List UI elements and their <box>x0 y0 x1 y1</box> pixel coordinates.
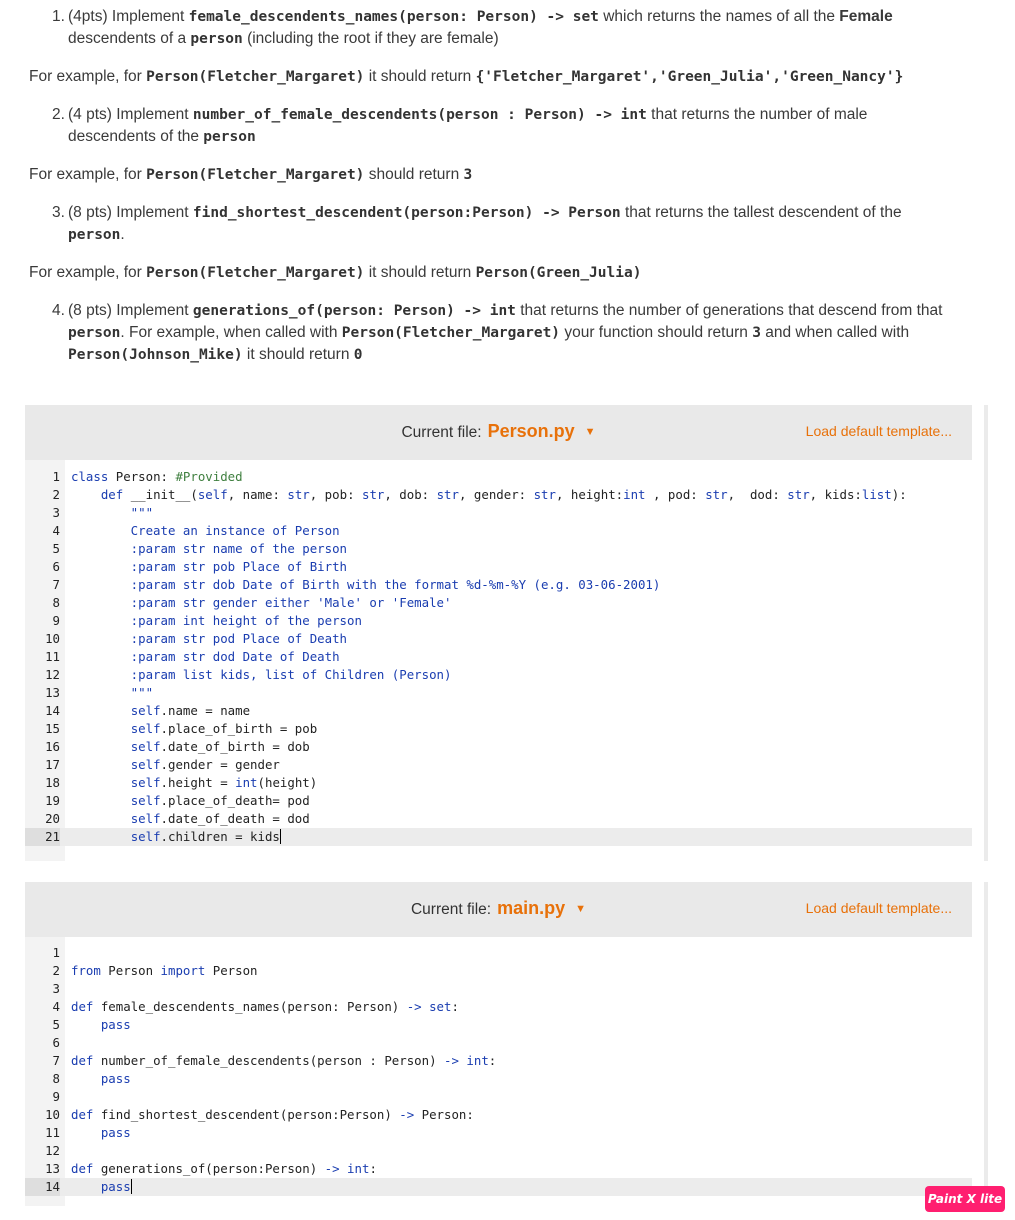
example-text: For example, for <box>29 264 147 281</box>
question-text: (8 pts) Implement <box>68 204 193 221</box>
code-text[interactable]: pass <box>100 1071 131 1086</box>
question-text: your function should return <box>560 324 753 341</box>
code-line[interactable] <box>25 980 972 998</box>
emphasis-text: Female <box>839 8 893 25</box>
line-number: 11 <box>45 1125 60 1140</box>
line-number: 7 <box>52 1053 60 1068</box>
code-text[interactable]: pass <box>100 1125 131 1140</box>
question-text: descendents of the <box>68 128 204 145</box>
line-number: 11 <box>45 649 60 664</box>
line-number: 8 <box>52 595 60 610</box>
code-editor-person[interactable] <box>25 405 972 861</box>
code-text[interactable]: """ <box>71 685 154 700</box>
inline-code: person <box>68 227 121 243</box>
line-number: 21 <box>25 828 60 846</box>
code-text[interactable]: pass <box>100 1179 131 1194</box>
code-text[interactable]: def __init__(self, name: str, pob: str, dob: str, gender: str, height:int , pod: str, dod: str, kids:list): <box>100 487 907 502</box>
question-text: (4pts) Implement <box>68 8 189 25</box>
code-text[interactable]: self.date_of_birth = dob <box>130 739 310 754</box>
inline-code: Person(Fletcher_Margaret) <box>341 325 561 341</box>
line-number: 3 <box>52 981 60 996</box>
question-4 <box>52 300 997 366</box>
function-signature: generations_of(person: Person) -> int <box>192 303 516 319</box>
line-number: 14 <box>45 703 60 718</box>
example-text: it should return <box>364 68 476 85</box>
function-signature: female_descendents_names(person: Person) -> set <box>188 9 599 25</box>
load-default-template-link[interactable]: Load default template... <box>805 900 952 916</box>
inline-code: Person(Fletcher_Margaret) <box>146 167 365 183</box>
code-line[interactable] <box>25 1016 972 1034</box>
line-number: 20 <box>45 811 60 826</box>
code-text[interactable]: from Person import Person <box>71 963 258 978</box>
line-number: 1 <box>52 945 60 960</box>
code-text[interactable]: def number_of_female_descendents(person : Person) -> int: <box>71 1053 497 1068</box>
code-text[interactable]: self.place_of_birth = pob <box>130 721 318 736</box>
line-number: 12 <box>45 667 60 682</box>
line-number: 4 <box>52 999 60 1014</box>
question-text: . <box>120 226 125 243</box>
code-line[interactable] <box>25 1178 972 1196</box>
code-line[interactable] <box>25 962 972 980</box>
current-file-label: Current file: <box>401 424 482 441</box>
example-text: it should return <box>364 264 476 281</box>
function-signature: number_of_female_descendents(person : Person) -> int <box>192 107 647 123</box>
question-3 <box>52 202 997 246</box>
inline-code: Person(Fletcher_Margaret) <box>146 265 365 281</box>
line-number: 5 <box>52 1017 60 1032</box>
question-text: (including the root if they are female) <box>242 30 499 47</box>
line-number: 2 <box>52 487 60 502</box>
code-text[interactable]: def generations_of(person:Person) -> int: <box>71 1161 377 1176</box>
question-text: it should return <box>242 346 354 363</box>
question-number: 2. <box>52 106 65 123</box>
line-number: 10 <box>45 1107 60 1122</box>
code-line[interactable] <box>25 504 972 522</box>
example-2 <box>29 164 989 186</box>
inline-code: person <box>68 325 121 341</box>
code-line[interactable] <box>25 684 972 702</box>
question-text: that returns the tallest descendent of the <box>620 204 902 221</box>
code-editor-main[interactable] <box>25 882 972 1206</box>
code-line[interactable] <box>25 666 972 684</box>
code-lines[interactable] <box>25 468 972 846</box>
inline-code: person <box>190 31 243 47</box>
code-line[interactable] <box>25 594 972 612</box>
question-text: (4 pts) Implement <box>68 106 193 123</box>
code-line[interactable] <box>25 702 972 720</box>
code-text[interactable]: :param str dod Date of Death <box>71 649 340 664</box>
question-text: (8 pts) Implement <box>68 302 193 319</box>
question-text: that returns the number of male <box>646 106 868 123</box>
line-number: 8 <box>52 1071 60 1086</box>
line-number: 13 <box>45 685 60 700</box>
code-text[interactable]: :param int height of the person <box>71 613 362 628</box>
line-number: 10 <box>45 631 60 646</box>
code-line[interactable] <box>25 648 972 666</box>
code-text[interactable]: :param str pod Place of Death <box>71 631 348 646</box>
function-signature: find_shortest_descendent(person:Person) -> Person <box>192 205 621 221</box>
chevron-down-icon[interactable]: ▼ <box>575 903 587 915</box>
code-line[interactable] <box>25 1052 972 1070</box>
line-number: 7 <box>52 577 60 592</box>
question-2 <box>52 104 997 148</box>
question-number: 3. <box>52 204 65 221</box>
code-line[interactable] <box>25 558 972 576</box>
line-number: 9 <box>52 613 60 628</box>
file-name[interactable]: main.py <box>497 898 566 918</box>
code-line[interactable] <box>25 1142 972 1160</box>
question-number: 4. <box>52 302 65 319</box>
inline-code: 3 <box>463 167 473 183</box>
code-text[interactable]: """ <box>71 505 154 520</box>
inline-code: 0 <box>353 347 363 363</box>
code-line[interactable] <box>25 828 972 846</box>
line-number: 6 <box>52 559 60 574</box>
example-1 <box>29 66 989 88</box>
code-text[interactable]: pass <box>100 1017 131 1032</box>
inline-code: 3 <box>752 325 761 341</box>
question-number: 1. <box>52 8 65 25</box>
code-text[interactable]: self.children = kids <box>130 829 280 844</box>
line-number: 15 <box>45 721 60 736</box>
line-number: 14 <box>25 1178 60 1196</box>
code-line[interactable] <box>25 756 972 774</box>
code-line[interactable] <box>25 486 972 504</box>
editor-header <box>25 405 972 460</box>
code-line[interactable] <box>25 1070 972 1088</box>
code-line[interactable] <box>25 540 972 558</box>
code-line[interactable] <box>25 612 972 630</box>
inline-code: Person(Green_Julia) <box>475 265 642 281</box>
question-text: descendents of a <box>68 30 191 47</box>
code-text[interactable]: self.date_of_death = dod <box>130 811 310 826</box>
inline-code: Person(Fletcher_Margaret) <box>146 69 365 85</box>
editor-header <box>25 882 972 937</box>
example-text: should return <box>364 166 464 183</box>
paint-x-lite-watermark: Paint X lite <box>925 1186 1005 1212</box>
code-line[interactable] <box>25 1088 972 1106</box>
code-line[interactable] <box>25 810 972 828</box>
code-text[interactable]: :param str name of the person <box>71 541 348 556</box>
code-lines[interactable] <box>25 944 972 1196</box>
code-text[interactable]: class Person: #Provided <box>71 469 243 484</box>
editor-scrollbar[interactable] <box>984 882 988 1206</box>
editor-scrollbar[interactable] <box>984 405 988 861</box>
code-line[interactable] <box>25 1106 972 1124</box>
code-text[interactable]: self.height = int(height) <box>130 775 318 790</box>
text-cursor <box>280 829 281 844</box>
code-text[interactable]: self.name = name <box>130 703 251 718</box>
code-line[interactable] <box>25 792 972 810</box>
code-text[interactable]: :param str gender either 'Male' or 'Female' <box>71 595 452 610</box>
code-text[interactable]: Create an instance of Person <box>71 523 340 538</box>
line-number: 2 <box>52 963 60 978</box>
code-text[interactable]: self.gender = gender <box>130 757 280 772</box>
load-default-template-link[interactable]: Load default template... <box>805 423 952 439</box>
question-text: that returns the number of generations that descend from that <box>515 302 943 319</box>
inline-code: Person(Johnson_Mike) <box>68 347 243 363</box>
example-text: For example, for <box>29 166 147 183</box>
inline-code: person <box>203 129 256 145</box>
code-line[interactable] <box>25 1034 972 1052</box>
line-number: 1 <box>52 469 60 484</box>
line-number: 9 <box>52 1089 60 1104</box>
line-number: 16 <box>45 739 60 754</box>
line-number: 13 <box>45 1161 60 1176</box>
code-line[interactable] <box>25 720 972 738</box>
text-cursor <box>131 1179 132 1194</box>
code-text[interactable]: def female_descendents_names(person: Person) -> set: <box>71 999 459 1014</box>
example-3 <box>29 262 989 284</box>
line-number: 12 <box>45 1143 60 1158</box>
question-1 <box>52 6 997 50</box>
code-text[interactable]: def find_shortest_descendent(person:Person) -> Person: <box>71 1107 474 1122</box>
code-text[interactable]: :param str pob Place of Birth <box>71 559 348 574</box>
line-number: 5 <box>52 541 60 556</box>
code-line[interactable] <box>25 522 972 540</box>
line-number: 19 <box>45 793 60 808</box>
chevron-down-icon[interactable]: ▼ <box>584 426 596 438</box>
code-line[interactable] <box>25 1124 972 1142</box>
code-text[interactable]: :param list kids, list of Children (Person) <box>71 667 452 682</box>
line-number: 4 <box>52 523 60 538</box>
current-file-label: Current file: <box>410 901 492 918</box>
code-line[interactable] <box>25 944 972 962</box>
file-name[interactable]: Person.py <box>487 421 575 441</box>
code-line[interactable] <box>25 630 972 648</box>
code-line[interactable] <box>25 738 972 756</box>
example-text: For example, for <box>29 68 147 85</box>
question-text: . For example, when called with <box>120 324 342 341</box>
line-number: 18 <box>45 775 60 790</box>
question-text: which returns the names of all the <box>598 8 840 25</box>
code-line[interactable] <box>25 576 972 594</box>
line-number: 17 <box>45 757 60 772</box>
code-text[interactable]: :param str dob Date of Birth with the format %d-%m-%Y (e.g. 03-06-2001) <box>71 577 661 592</box>
code-line[interactable] <box>25 998 972 1016</box>
code-line[interactable] <box>25 468 972 486</box>
line-number: 3 <box>52 505 60 520</box>
inline-code: {'Fletcher_Margaret','Green_Julia','Green_Nancy'} <box>475 69 904 85</box>
question-text: and when called with <box>760 324 910 341</box>
code-text[interactable]: self.place_of_death= pod <box>130 793 310 808</box>
code-line[interactable] <box>25 774 972 792</box>
line-number: 6 <box>52 1035 60 1050</box>
code-line[interactable] <box>25 1160 972 1178</box>
